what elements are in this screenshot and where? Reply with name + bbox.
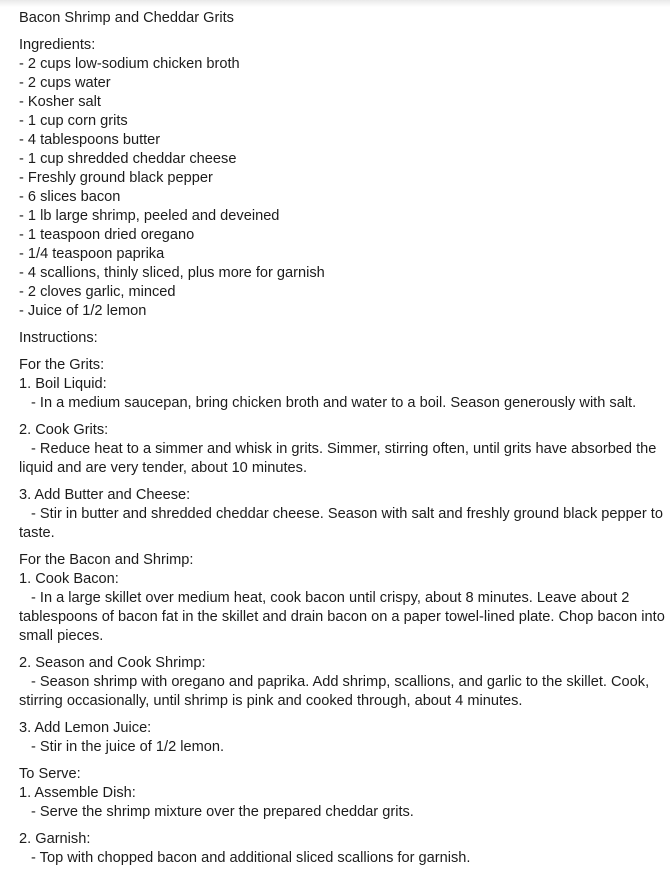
ingredient-item: - 2 cloves garlic, minced bbox=[19, 284, 176, 300]
step-title: 2. Season and Cook Shrimp: bbox=[19, 655, 206, 671]
to-serve-section bbox=[19, 765, 667, 868]
instruction-step bbox=[19, 784, 667, 822]
step-title: 2. Garnish: bbox=[19, 831, 91, 847]
step-body: - Serve the shrimp mixture over the prepared cheddar grits. bbox=[31, 804, 414, 820]
recipe-title: Bacon Shrimp and Cheddar Grits bbox=[19, 10, 234, 26]
grits-section bbox=[19, 356, 667, 543]
recipe-document bbox=[19, 9, 667, 868]
ingredient-item: - 4 tablespoons butter bbox=[19, 132, 161, 148]
bacon-shrimp-section bbox=[19, 551, 667, 757]
ingredient-item: - 1 cup corn grits bbox=[19, 113, 128, 129]
ingredient-item: - 1 cup shredded cheddar cheese bbox=[19, 151, 237, 167]
ingredients-section bbox=[19, 36, 667, 321]
instruction-step bbox=[19, 570, 667, 646]
instruction-step bbox=[19, 486, 667, 543]
instruction-step bbox=[19, 375, 667, 413]
window-top-edge bbox=[0, 0, 670, 7]
ingredient-item: - 2 cups low-sodium chicken broth bbox=[19, 56, 240, 72]
ingredient-item: - 1/4 teaspoon paprika bbox=[19, 246, 165, 262]
step-body: - Season shrimp with oregano and paprika. Add shrimp, scallions, and garlic to the skillet. Cook, stirring occasionally, until shrimp is pink and cooked through, about 4 minutes. bbox=[19, 674, 650, 709]
instructions-section bbox=[19, 329, 667, 868]
step-title: 2. Cook Grits: bbox=[19, 422, 109, 438]
step-body: - Stir in butter and shredded cheddar cheese. Season with salt and freshly ground black pepper to taste. bbox=[19, 506, 663, 541]
section-heading: To Serve: bbox=[19, 766, 81, 782]
section-heading: For the Bacon and Shrimp: bbox=[19, 552, 194, 568]
step-title: 3. Add Lemon Juice: bbox=[19, 720, 152, 736]
ingredients-heading: Ingredients: bbox=[19, 37, 96, 53]
instruction-step bbox=[19, 654, 667, 711]
step-title: 3. Add Butter and Cheese: bbox=[19, 487, 191, 503]
ingredient-item: - 2 cups water bbox=[19, 75, 111, 91]
ingredient-item: - 1 lb large shrimp, peeled and deveined bbox=[19, 208, 280, 224]
step-title: 1. Cook Bacon: bbox=[19, 571, 119, 587]
ingredient-item: - 4 scallions, thinly sliced, plus more for garnish bbox=[19, 265, 325, 281]
step-body: - Top with chopped bacon and additional sliced scallions for garnish. bbox=[31, 850, 471, 866]
ingredient-item: - Juice of 1/2 lemon bbox=[19, 303, 147, 319]
ingredient-item: - 1 teaspoon dried oregano bbox=[19, 227, 195, 243]
step-title: 1. Assemble Dish: bbox=[19, 785, 136, 801]
ingredient-item: - 6 slices bacon bbox=[19, 189, 121, 205]
step-body: - In a large skillet over medium heat, cook bacon until crispy, about 8 minutes. Leave about 2 tablespoons of bacon fat in the skillet and drain bacon on a paper towel-lined plate. Chop bacon into small pieces. bbox=[19, 590, 665, 644]
ingredient-item: - Freshly ground black pepper bbox=[19, 170, 213, 186]
instruction-step bbox=[19, 719, 667, 757]
instruction-step bbox=[19, 421, 667, 478]
instructions-heading: Instructions: bbox=[19, 330, 98, 346]
step-body: - Stir in the juice of 1/2 lemon. bbox=[31, 739, 225, 755]
instruction-step bbox=[19, 830, 667, 868]
step-title: 1. Boil Liquid: bbox=[19, 376, 107, 392]
step-body: - In a medium saucepan, bring chicken broth and water to a boil. Season generously with salt. bbox=[31, 395, 637, 411]
step-body: - Reduce heat to a simmer and whisk in grits. Simmer, stirring often, until grits have absorbed the liquid and are very tender, about 10 minutes. bbox=[19, 441, 657, 476]
section-heading: For the Grits: bbox=[19, 357, 105, 373]
ingredient-item: - Kosher salt bbox=[19, 94, 101, 110]
